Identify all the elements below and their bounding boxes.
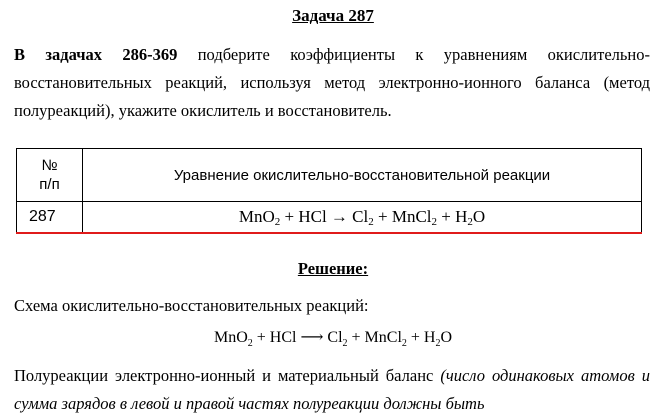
half-reactions-text: Полуреакции электронно-ионный и материальный баланс: [14, 366, 441, 385]
header-number-cell: [17, 149, 83, 202]
header-number-label: №: [41, 157, 58, 174]
reaction-arrow-icon: ⟶: [300, 329, 324, 346]
reaction-table: [16, 148, 642, 234]
header-equation-cell: Уравнение окислительно-восстановительной реакции: [83, 149, 642, 202]
header-number-sublabel: п/п: [39, 176, 60, 193]
task-instructions: [14, 41, 650, 125]
table-row: [17, 202, 642, 234]
task-instructions-text: подберите коэффициенты к уравнениям окислительно-восстановительных реакций, используя метод электронно-ионного баланса (метод полуреакций), укажите окислитель и восстановитель.: [14, 45, 650, 120]
half-reactions-note: (число одинаковых атомов и сумма зарядов в левой и правой частях полуреакции должны быть: [14, 366, 650, 413]
task-title: Задача 287: [292, 6, 374, 25]
task-range-label: В задачах 286-369: [14, 45, 178, 64]
reaction-equation: MnO$_2$ + HCl → $Cl_2$ + MnCl$_2$ + $H_2O$: [83, 202, 642, 234]
scheme-label: Схема окислительно-восстановительных реакций:: [14, 296, 369, 315]
table-header-row: [17, 149, 642, 202]
row-number: 287: [17, 202, 83, 234]
reaction-scheme: MnO$_2$ + HCl ⟶ $Cl_2$ + MnCl$_2$ + $H_2O$: [213, 329, 453, 349]
solution-title: Решение:: [297, 259, 369, 278]
half-reactions-paragraph: [14, 362, 650, 418]
